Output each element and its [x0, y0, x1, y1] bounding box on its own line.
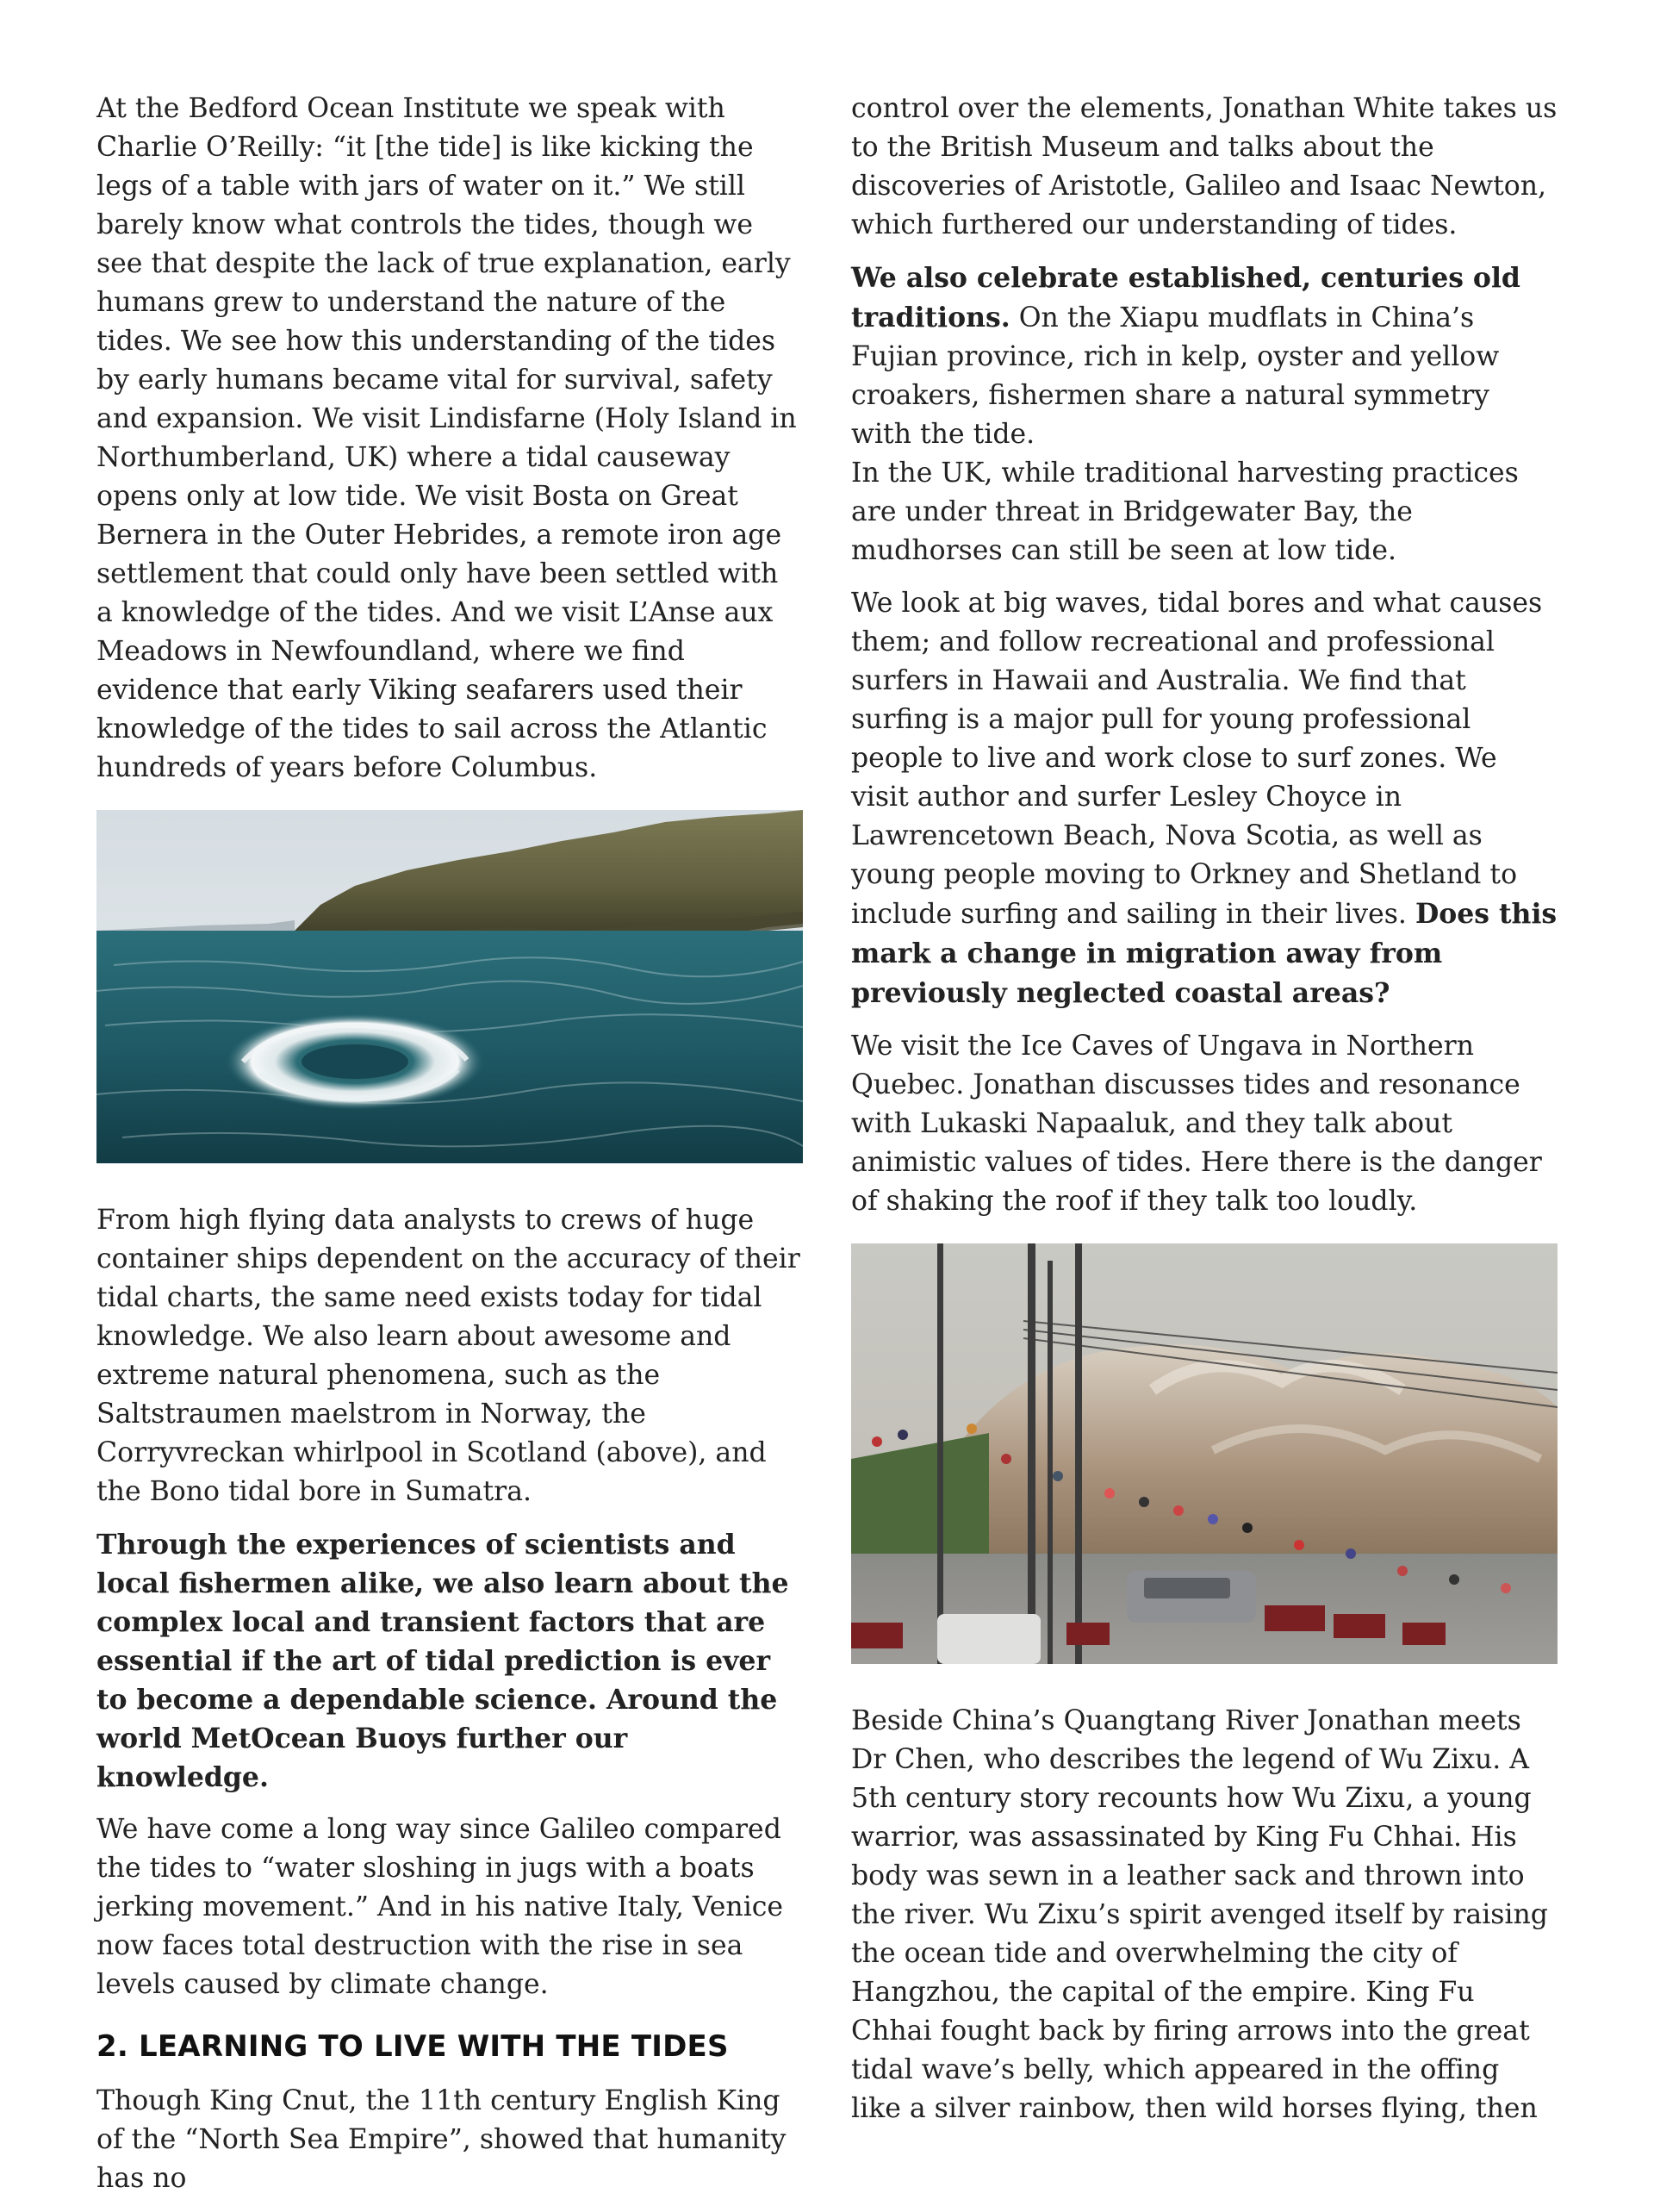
paragraph-bedford: At the Bedford Ocean Institute we speak with Charlie O’Reilly: “it [the tide] is like kicking the legs of a table with jars of water on it.” We still barely know what controls the tides, though we see that despite the lack of true explanation, early humans grew to understand the nature of the tides. We see how this understanding of the tides by early humans became vital for survival, safety and expansion. We visit Lindisfarne (Holy Island in Northumberland, UK) where a tidal causeway opens only at low tide. We visit Bosta on Great Bernera in the Outer Hebrides, a remote iron age settlement that could only have been settled with a knowledge of the tides. And we visit L’Anse aux Meadows in Newfoundland, where we find evidence that early Viking seafarers used their knowledge of the tides to sail across the Atlantic hundreds of years before Columbus.: [96, 93, 797, 783]
section-heading: 2. LEARNING TO LIVE WITH THE TIDES: [96, 2029, 729, 2064]
traditions-lead-bold: We also celebrate established, centuries old traditions.: [851, 262, 1520, 333]
paragraph-scientists-fishermen: Through the experiences of scientists and local fishermen alike, we also learn about the complex local and transient factors that are essential if the art of tidal prediction is ever to become a dependable science. Around the world MetOcean Buoys further our knowledge.: [96, 1529, 789, 1793]
whirlpool-illustration: [96, 810, 803, 1163]
paragraph-king-cnut: Though King Cnut, the 11th century English King of the “North Sea Empire”, showed that humanity has no: [96, 2085, 787, 2194]
paragraph-surfing: [851, 584, 1558, 1013]
surfing-text: We look at big waves, tidal bores and what causes them; and follow recreational and professional surfers in Hawaii and Australia. We find that surfing is a major pull for young professional people to live and work close to surf zones. We visit author and surfer Lesley Choyce in Lawrencetown Beach, Nova Scotia, as well as young people moving to Orkney and Shetland to include surfing and sailing in their lives.: [851, 588, 1543, 930]
left-column: [96, 90, 803, 2212]
paragraph-galileo-venice: We have come a long way since Galileo compared the tides to “water sloshing in jugs with a boats jerking movement.” And in his native Italy, Venice now faces total destruction with the rise in sea levels caused by climate change.: [96, 1814, 784, 2000]
photo-corryvreckan-whirlpool: [96, 810, 803, 1163]
paragraph-british-museum: control over the elements, Jonathan White takes us to the British Museum and talks about the discoveries of Aristotle, Galileo and Isaac Newton, which furthered our understanding of tides.: [851, 93, 1558, 240]
paragraph-wu-zixu: Beside China’s Quangtang River Jonathan meets Dr Chen, who describes the legend of Wu Zixu. A 5th century story recounts how Wu Zixu, a young warrior, was assassinated by King Fu Chhai. His body was sewn in a leather sack and thrown into the river. Wu Zixu’s spirit avenged itself by raising the ocean tide and overwhelming the city of Hangzhou, the capital of the empire. King Fu Chhai fought back by firing arrows into the great tidal wave’s belly, which appeared in the offing like a silver rainbow, then wild horses flying, then: [851, 1705, 1548, 2124]
paragraph-data-analysts: From high flying data analysts to crews of huge container ships dependent on the accuracy of their tidal charts, the same need exists today for tidal knowledge. We also learn about awesome and extreme natural phenomena, such as the Saltstraumen maelstrom in Norway, the Corryvreckan whirlpool in Scotland (above), and the Bono tidal bore in Sumatra.: [96, 1205, 800, 1507]
tidal-bore-illustration: [851, 1243, 1558, 1664]
photo-qiantang-tidal-bore: [851, 1243, 1558, 1664]
traditions-text: On the Xiapu mudflats in China’s Fujian province, rich in kelp, oyster and yellow croakers, fishermen share a natural symmetry with the tide.: [851, 302, 1500, 450]
paragraph-ice-caves: We visit the Ice Caves of Ungava in Northern Quebec. Jonathan discusses tides and resonance with Lukaski Napaaluk, and they talk about animistic values of tides. Here there is the danger of shaking the roof if they talk too loudly.: [851, 1031, 1542, 1217]
paragraph-traditions: [851, 259, 1558, 570]
surfing-question-bold: Does this mark a change in migration away from previously neglected coastal areas?: [851, 898, 1558, 1009]
traditions-uk-text: In the UK, while traditional harvesting practices are under threat in Bridgewater Bay, the mudhorses can still be seen at low tide.: [851, 458, 1519, 566]
right-column: [851, 90, 1558, 2142]
